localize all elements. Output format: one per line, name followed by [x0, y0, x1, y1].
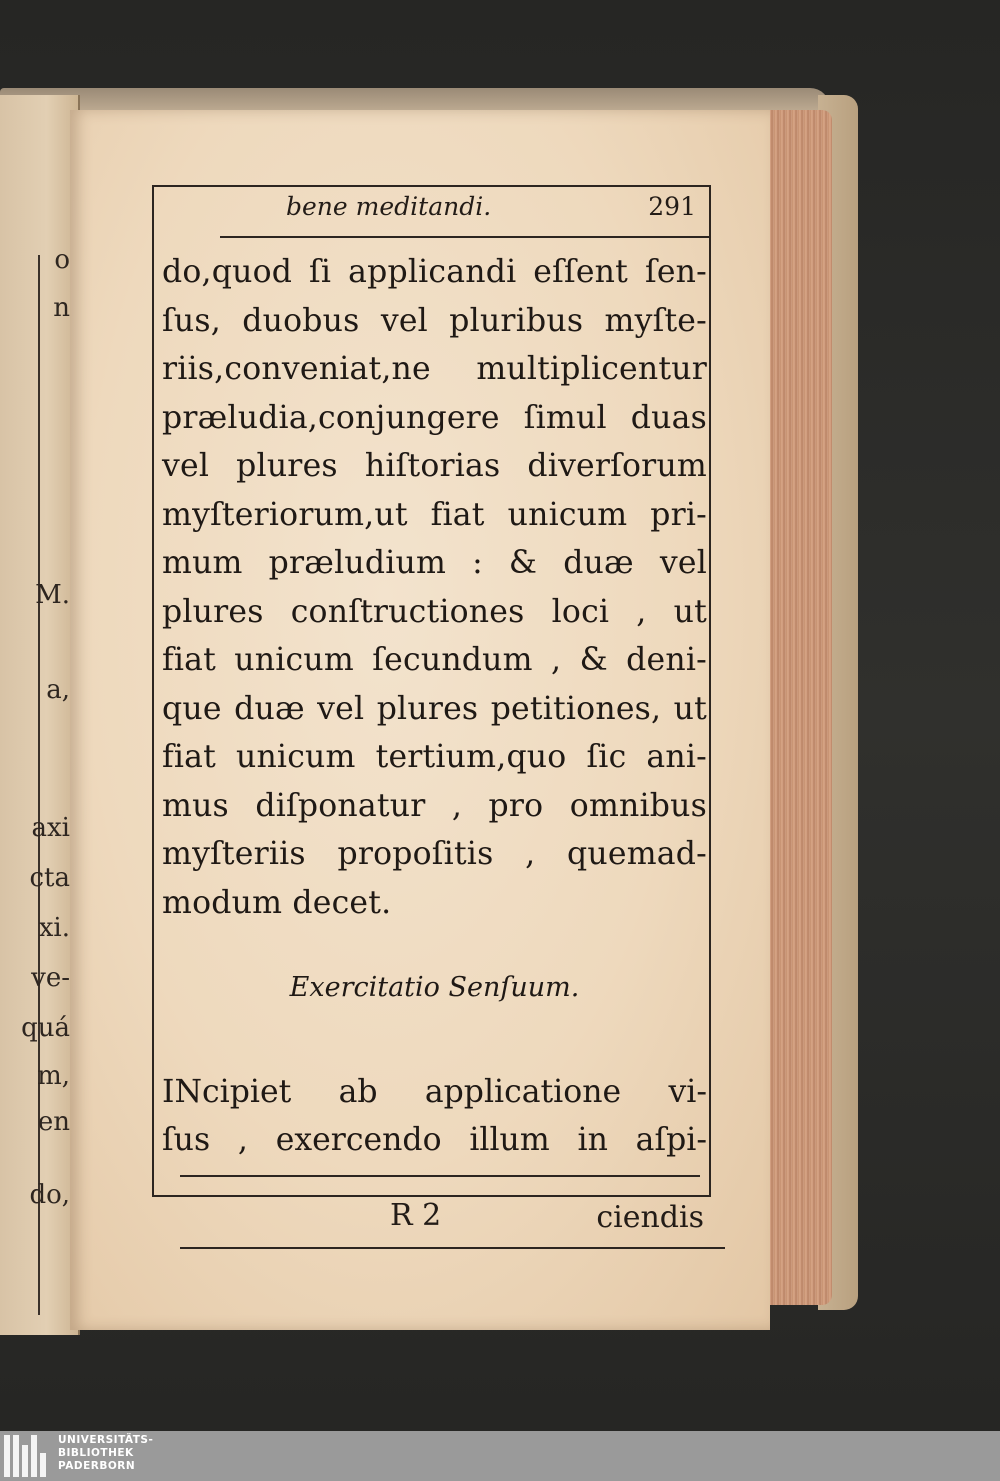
book-page [70, 110, 770, 1330]
text-line: mum præludium : & duæ vel [162, 545, 707, 581]
left-page-fragment: m, [37, 1061, 70, 1091]
text-line: fiat unicum tertium,quo ſic ani- [162, 739, 707, 775]
text-line: ſus , exercendo illum in aſpi- [162, 1122, 707, 1158]
section-heading: Exercitatio Senſuum. [289, 972, 580, 1003]
body-text [162, 248, 707, 927]
signature-mark: R 2 [390, 1198, 442, 1233]
library-footer [0, 1431, 1000, 1481]
text-line: que duæ vel plures petitiones, ut [162, 690, 707, 727]
text-line: mus diſponatur , pro omnibus [162, 787, 707, 824]
left-page-fragment: o [54, 245, 70, 275]
left-page-fragment: en [37, 1107, 70, 1137]
text-line: do,quod ſi applicandi eſſent ſen- [162, 254, 707, 290]
left-page-fragment: ve- [31, 963, 70, 993]
text-line: INcipiet ab applicatione vi- [162, 1074, 707, 1110]
left-page-fragment: xi. [38, 913, 70, 943]
page-number: 291 [648, 192, 696, 221]
left-facing-page [0, 95, 80, 1335]
running-head-title: bene meditandi. [286, 192, 492, 221]
library-name-line: UNIVERSITÄTS- [58, 1434, 154, 1446]
left-page-fragment: do, [29, 1180, 70, 1210]
left-page-fragment: a, [46, 675, 70, 705]
library-name-line: PADERBORN [58, 1460, 136, 1472]
text-line: riis,conveniat,ne multiplicentur [162, 351, 707, 387]
left-page-fragment: quá [21, 1013, 70, 1043]
text-line: fiat unicum ſecundum , & deni- [162, 642, 707, 678]
text-line: plures conſtructiones loci , ut [162, 593, 707, 630]
left-page-fragment: n [53, 293, 70, 323]
library-logo-icon [4, 1435, 48, 1477]
page-edges [762, 110, 832, 1305]
running-head [216, 192, 696, 228]
catchword: ciendis [596, 1200, 704, 1235]
left-page-rule [38, 255, 40, 1315]
library-name-line: BIBLIOTHEK [58, 1447, 134, 1459]
text-line: vel plures hiſtorias diverſorum [162, 448, 707, 484]
section-text [162, 1068, 707, 1164]
bottom-rule [180, 1247, 725, 1249]
footer-rule [180, 1175, 700, 1177]
library-name [58, 1434, 153, 1473]
header-rule [220, 236, 710, 238]
text-line: præludia,conjungere ſimul duas [162, 399, 707, 436]
text-line: modum decet. [162, 884, 392, 921]
text-line: ſus, duobus vel pluribus myſte- [162, 302, 707, 339]
left-page-fragment: axi [31, 813, 70, 843]
left-page-fragment: cta [29, 863, 70, 893]
left-page-fragment: M. [35, 580, 70, 610]
text-line: myſteriorum,ut fiat unicum pri- [162, 496, 707, 533]
text-line: myſteriis propoſitis , quemad- [162, 836, 707, 872]
